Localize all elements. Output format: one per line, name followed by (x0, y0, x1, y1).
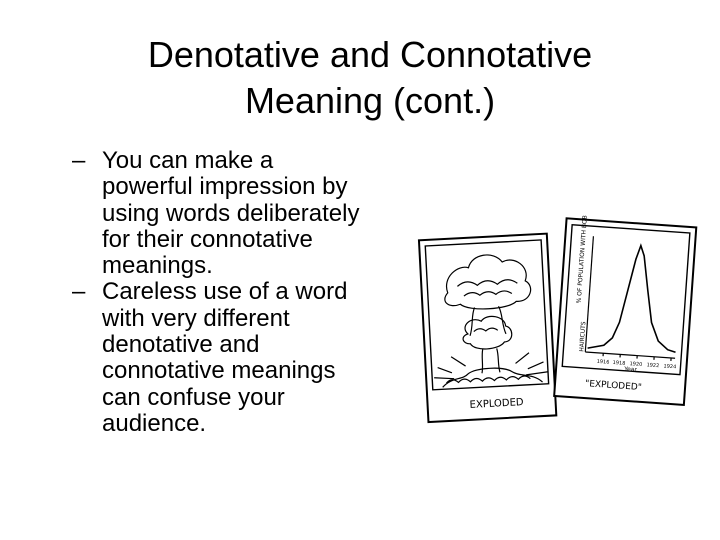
bullet-line: can confuse your (102, 383, 285, 411)
bullet-text (102, 279, 412, 437)
bullet-item (72, 279, 412, 437)
bullet-line: for their connotative (102, 225, 313, 253)
graph-x-tick: 1924 (663, 363, 677, 371)
graph-x-tick: 1920 (629, 361, 643, 368)
bullet-line: denotative and (102, 331, 260, 359)
illustration-svg (410, 215, 700, 430)
graph-x-tick: 1916 (596, 358, 610, 366)
title-line-1: Denotative and Connotative (147, 34, 593, 75)
bullet-line: Careless use of a word (102, 278, 348, 306)
bullet-line: with very different (102, 304, 290, 332)
graph-y-label-bottom: HAIRCUTS (578, 321, 588, 352)
graph-x-tick: 1922 (646, 362, 660, 370)
bullet-text (102, 148, 412, 279)
dash-marker: – (72, 278, 86, 306)
exploded-illustration (410, 215, 700, 430)
left-card-caption: EXPLODED (469, 397, 524, 411)
graph-x-tick: 1918 (612, 359, 626, 367)
right-card (554, 215, 696, 405)
left-card (419, 234, 556, 422)
dash-marker: – (72, 147, 86, 174)
bullet-line: You can make a (102, 147, 274, 174)
bullet-line: connotative meanings (102, 357, 336, 385)
graph-y-label-top: % OF POPULATION WITH BOB (575, 215, 589, 304)
slide-title (70, 32, 670, 124)
graph-x-label: Year (623, 365, 638, 374)
bullet-line: audience. (102, 409, 207, 437)
right-card-caption: "EXPLODED" (584, 379, 643, 393)
bullet-item (72, 148, 412, 279)
bullet-line: using words deliberately (102, 199, 360, 227)
bullet-line: powerful impression by (102, 173, 348, 201)
title-line-2: Meaning (cont.) (244, 80, 496, 121)
bullet-line: meanings. (102, 252, 213, 280)
bullet-list (72, 148, 412, 437)
